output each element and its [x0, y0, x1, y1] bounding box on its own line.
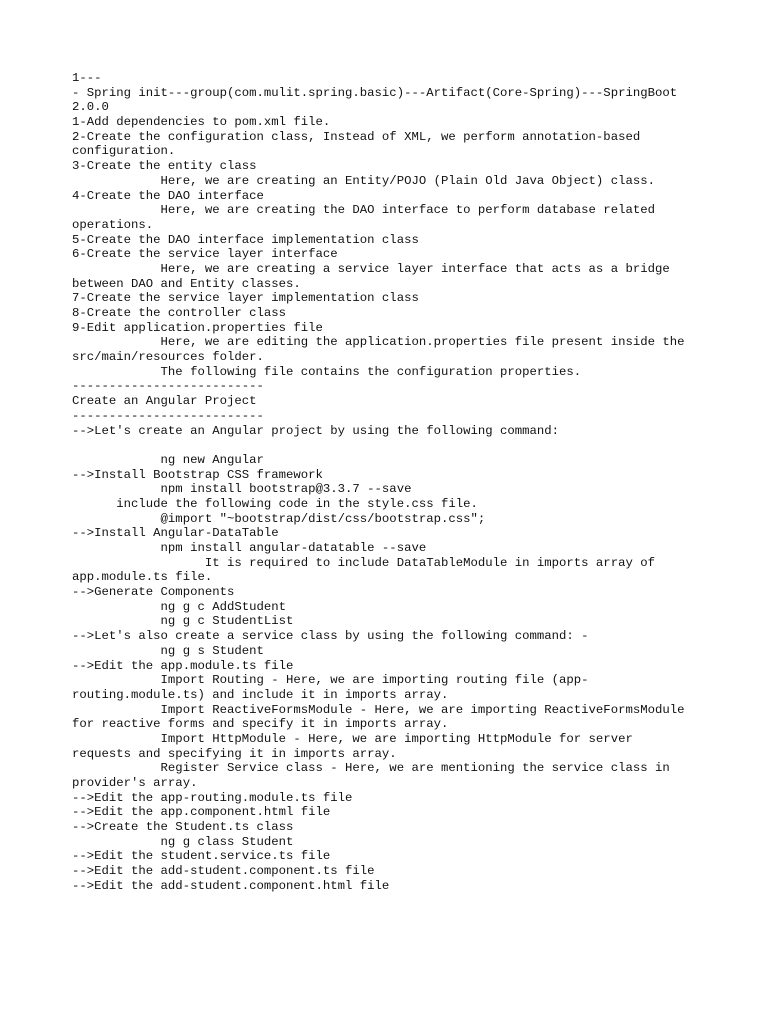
text-line: ng g c StudentList	[72, 614, 294, 629]
text-line: It is required to include DataTableModule in imports array of	[72, 555, 655, 570]
text-line: -->Edit the app.component.html file	[72, 805, 331, 820]
text-line: ng new Angular	[72, 452, 264, 467]
text-line: @import "~bootstrap/dist/css/bootstrap.css";	[72, 511, 486, 526]
text-line: Here, we are creating the DAO interface to perform database related	[72, 203, 655, 218]
text-line: ng g s Student	[72, 643, 264, 658]
text-line: between DAO and Entity classes.	[72, 276, 301, 291]
text-line: for reactive forms and specify it in imports array.	[72, 717, 449, 732]
document-page	[72, 71, 712, 894]
text-line: - Spring init---group(com.mulit.spring.basic)---Artifact(Core-Spring)---SpringBoot	[72, 85, 678, 100]
text-line: app.module.ts file.	[72, 570, 213, 585]
text-line: -->Install Angular-DataTable	[72, 526, 279, 541]
text-line: Here, we are creating a service layer interface that acts as a bridge	[72, 261, 670, 276]
text-line: -->Edit the app-routing.module.ts file	[72, 790, 353, 805]
text-line: npm install bootstrap@3.3.7 --save	[72, 482, 412, 497]
text-line: 6-Create the service layer interface	[72, 247, 338, 262]
text-line: configuration.	[72, 144, 176, 159]
text-line: Import Routing - Here, we are importing routing file (app-	[72, 673, 589, 688]
text-line: -->Edit the app.module.ts file	[72, 658, 294, 673]
section-divider: --------------------------	[72, 408, 264, 423]
text-line: 8-Create the controller class	[72, 306, 287, 320]
text-line: The following file contains the configuration properties.	[72, 364, 582, 379]
text-line: -->Create the Student.ts class	[72, 820, 294, 835]
text-line: 1-Add dependencies to pom.xml file.	[72, 115, 331, 130]
text-line: ng g class Student	[72, 834, 294, 849]
text-line: -->Edit the student.service.ts file	[72, 849, 331, 864]
text-line: npm install angular-datatable --save	[72, 541, 427, 555]
text-line: 9-Edit application.properties file	[72, 320, 323, 335]
text-line: Here, we are creating an Entity/POJO (Plain Old Java Object) class.	[72, 173, 655, 188]
text-line: ng g c AddStudent	[72, 599, 287, 614]
text-line: 7-Create the service layer implementation class	[72, 291, 419, 306]
text-line: requests and specifying it in imports array.	[72, 746, 397, 761]
text-line: -->Let's also create a service class by using the following command: -	[72, 629, 589, 644]
text-line: Register Service class - Here, we are mentioning the service class in	[72, 761, 670, 776]
text-line: 4-Create the DAO interface	[72, 188, 264, 203]
text-line: -->Let's create an Angular project by using the following command:	[72, 423, 560, 438]
text-line: -->Generate Components	[72, 585, 235, 600]
section-heading: Create an Angular Project	[72, 394, 257, 409]
text-line: Import ReactiveFormsModule - Here, we are importing ReactiveFormsModule	[72, 702, 685, 717]
text-line: Here, we are editing the application.properties file present inside the	[72, 335, 685, 350]
text-line: include the following code in the style.css file.	[72, 496, 478, 511]
section-divider: --------------------------	[72, 379, 264, 394]
text-line: 5-Create the DAO interface implementation class	[72, 232, 419, 247]
text-line: Import HttpModule - Here, we are importing HttpModule for server	[72, 731, 633, 746]
text-line: -->Install Bootstrap CSS framework	[72, 467, 323, 482]
text-line: provider's array.	[72, 776, 198, 790]
text-line: -->Edit the add-student.component.ts file	[72, 864, 375, 879]
text-line: 3-Create the entity class	[72, 159, 257, 174]
text-line: operations.	[72, 217, 154, 232]
text-line: 1---	[72, 71, 102, 85]
text-line: src/main/resources folder.	[72, 350, 264, 365]
text-line: routing.module.ts) and include it in imports array.	[72, 687, 449, 702]
text-line: 2.0.0	[72, 100, 109, 115]
blank-line	[72, 438, 712, 453]
text-line: -->Edit the add-student.component.html file	[72, 878, 390, 893]
text-line: 2-Create the configuration class, Instead of XML, we perform annotation-based	[72, 129, 641, 144]
